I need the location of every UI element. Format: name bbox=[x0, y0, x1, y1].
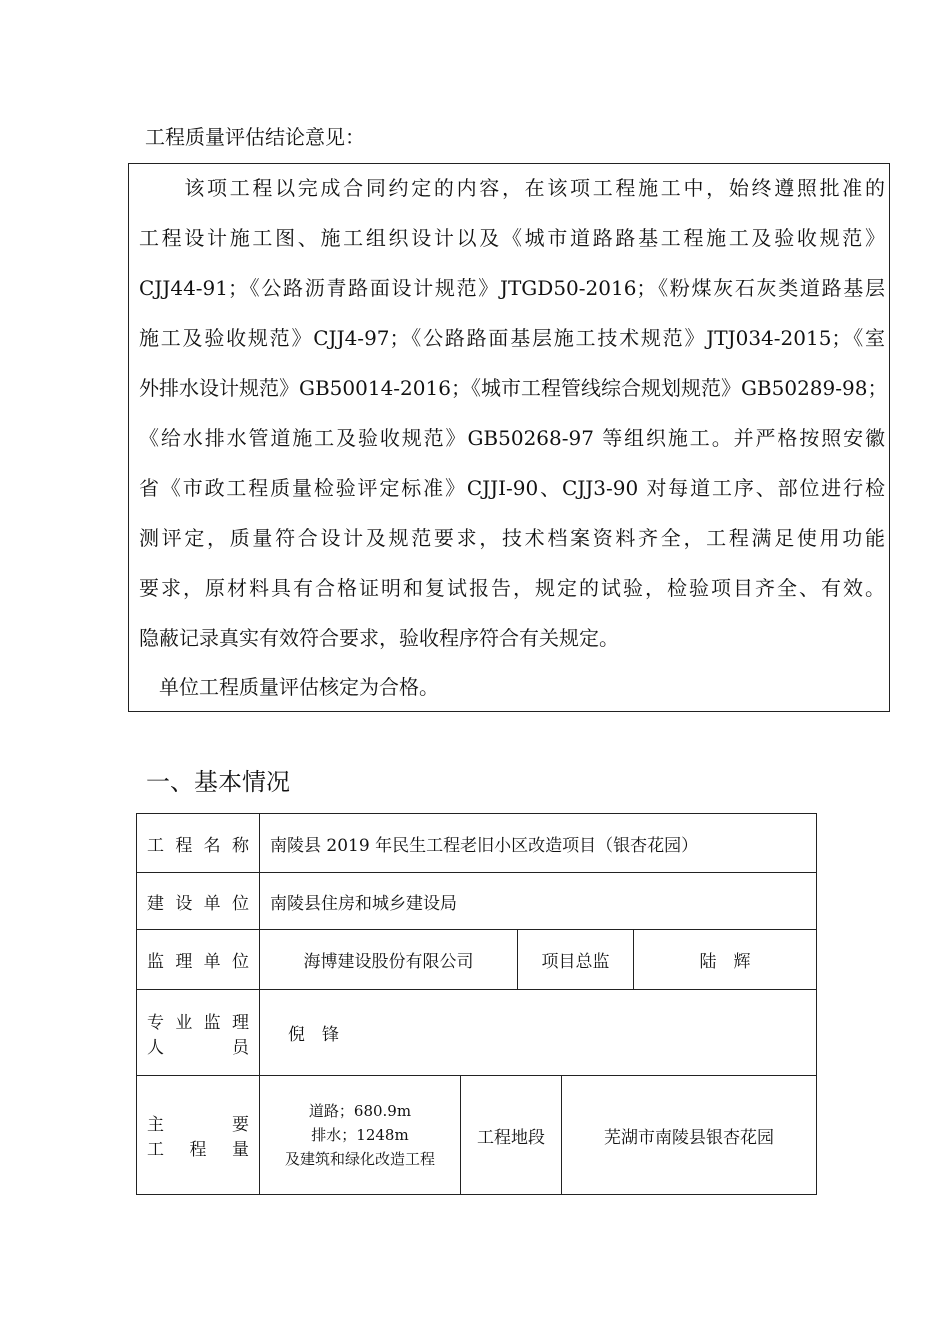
conclusion-line: 外排水设计规范》GB50014-2016；《城市工程管线综合规划规范》GB50289-98； bbox=[139, 376, 888, 400]
builder-value: 南陵县住房和城乡建设局 bbox=[260, 873, 817, 930]
chief-value: 陆 辉 bbox=[634, 930, 817, 990]
conclusion-line: 施工及验收规范》CJJ4-97；《公路路面基层施工技术规范》JTJ034-2015；《室 bbox=[139, 326, 885, 350]
conclusion-line: 工程设计施工图、施工组织设计以及《城市道路路基工程施工及验收规范》 bbox=[139, 226, 885, 250]
supervisor-label: 监理单位 bbox=[137, 930, 260, 990]
specialist-value: 倪 锋 bbox=[260, 990, 817, 1076]
chief-label: 项目总监 bbox=[518, 930, 634, 990]
conclusion-verdict: 单位工程质量评估核定为合格。 bbox=[139, 675, 439, 699]
conclusion-line: 测评定，质量符合设计及规范要求，技术档案资料齐全，工程满足使用功能 bbox=[139, 526, 885, 550]
table-row bbox=[137, 990, 817, 1076]
conclusion-line: 隐蔽记录真实有效符合要求，验收程序符合有关规定。 bbox=[139, 626, 619, 650]
site-value: 芜湖市南陵县银杏花园 bbox=[562, 1076, 817, 1195]
conclusion-line: 该项工程以完成合同约定的内容，在该项工程施工中，始终遵照批准的 bbox=[139, 176, 885, 200]
quantity-label: 主要 工程量 bbox=[137, 1076, 260, 1195]
builder-label: 建设单位 bbox=[137, 873, 260, 930]
table-row bbox=[137, 930, 817, 990]
basic-info-table bbox=[136, 813, 817, 1195]
conclusion-line: 要求，原材料具有合格证明和复试报告，规定的试验，检验项目齐全、有效。 bbox=[139, 576, 885, 600]
section-heading: 一、基本情况 bbox=[146, 768, 290, 796]
table-row bbox=[137, 814, 817, 873]
project-name-label: 工程名称 bbox=[137, 814, 260, 873]
table-row bbox=[137, 1076, 817, 1195]
conclusion-line: 省《市政工程质量检验评定标准》CJJI-90、CJJ3-90 对每道工序、部位进行检 bbox=[139, 476, 885, 500]
supervisor-value: 海博建设股份有限公司 bbox=[260, 930, 518, 990]
conclusion-line: 《给水排水管道施工及验收规范》GB50268-97 等组织施工。并严格按照安徽 bbox=[139, 426, 885, 450]
project-name-value: 南陵县 2019 年民生工程老旧小区改造项目（银杏花园） bbox=[260, 814, 817, 873]
specialist-label: 专业监理 人员 bbox=[137, 990, 260, 1076]
site-label: 工程地段 bbox=[461, 1076, 562, 1195]
conclusion-box bbox=[128, 163, 890, 712]
conclusion-heading: 工程质量评估结论意见： bbox=[145, 125, 365, 149]
quantity-value: 道路；680.9m 排水；1248m 及建筑和绿化改造工程 bbox=[260, 1076, 461, 1195]
conclusion-line: CJJ44-91；《公路沥青路面设计规范》JTGD50-2016；《粉煤灰石灰类道路基层 bbox=[139, 276, 885, 300]
table-row bbox=[137, 873, 817, 930]
